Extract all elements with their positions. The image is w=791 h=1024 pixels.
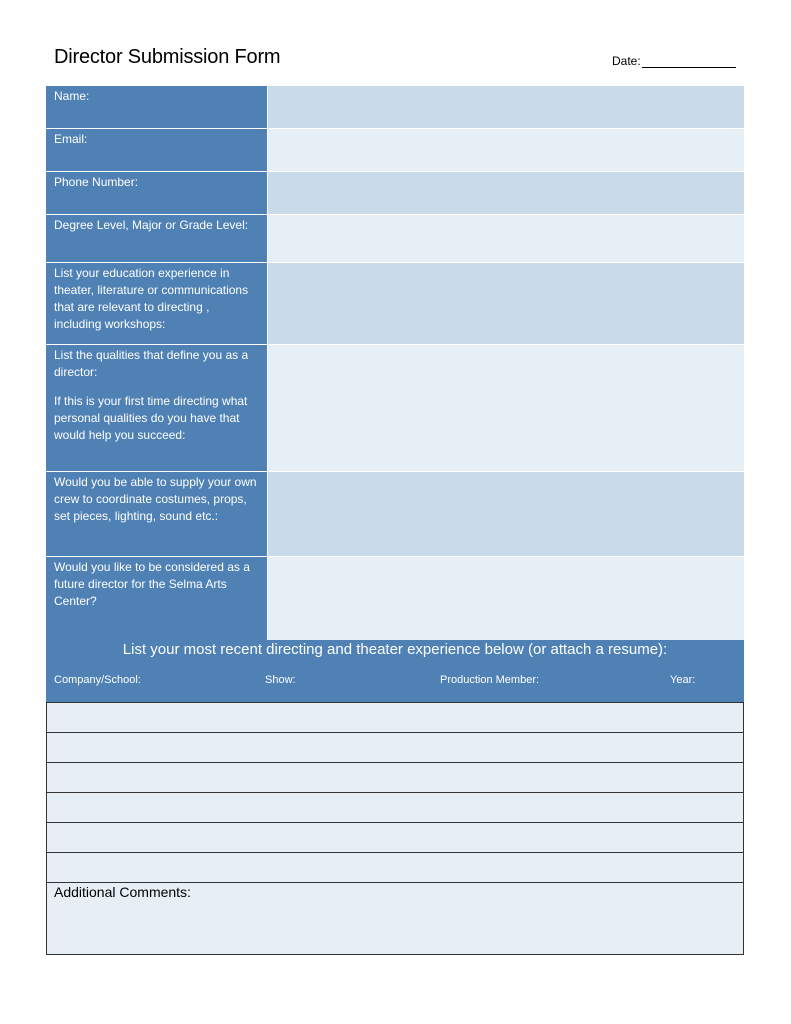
- field-label-text: Name:: [54, 89, 90, 103]
- phone-input[interactable]: [268, 172, 744, 214]
- name-input[interactable]: [268, 86, 744, 128]
- field-row-name: [46, 86, 744, 129]
- field-label: [46, 172, 268, 214]
- field-row-email: [46, 129, 744, 172]
- degree-input[interactable]: [268, 215, 744, 262]
- field-label-text: Email:: [54, 132, 88, 146]
- column-header-company: Company/School:: [54, 674, 141, 686]
- field-label-text: Phone Number:: [54, 175, 139, 189]
- future-director-input[interactable]: [268, 557, 744, 640]
- experience-row[interactable]: [47, 793, 743, 823]
- date-label: Date:: [612, 54, 641, 68]
- experience-row[interactable]: [47, 853, 743, 883]
- experience-row[interactable]: [47, 763, 743, 793]
- field-label-text: List your education experience in theater, literature or communications that are relevant to directing , including workshops:: [54, 266, 249, 331]
- field-label: [46, 263, 268, 344]
- field-label-text: If this is your first time directing what personal qualities do you have that would help you succeed:: [54, 394, 248, 442]
- field-label: [46, 86, 268, 128]
- field-row-crew: [46, 472, 744, 557]
- experience-heading: List your most recent directing and theater experience below (or attach a resume):: [122, 641, 668, 658]
- column-header-year: Year:: [670, 674, 696, 686]
- experience-row[interactable]: [47, 823, 743, 853]
- column-header-production-member: Production Member:: [440, 674, 540, 686]
- education-input[interactable]: [268, 263, 744, 344]
- field-label-text: Would you be able to supply your own crew to coordinate costumes, props, set pieces, lighting, sound etc.:: [54, 475, 257, 523]
- field-row-phone: [46, 172, 744, 215]
- field-label-text: Degree Level, Major or Grade Level:: [54, 218, 249, 232]
- column-header-show: Show:: [265, 674, 296, 686]
- field-label: [46, 472, 268, 556]
- field-label: [46, 345, 268, 471]
- field-label-text: Would you like to be considered as a future director for the Selma Arts Center?: [54, 560, 250, 608]
- field-row-future-director: [46, 557, 744, 640]
- date-field[interactable]: [612, 54, 736, 68]
- additional-comments-label: Additional Comments:: [54, 884, 191, 900]
- field-label: [46, 557, 268, 640]
- experience-header: [46, 640, 744, 702]
- crew-input[interactable]: [268, 472, 744, 556]
- experience-row[interactable]: [47, 733, 743, 763]
- additional-comments-field[interactable]: [47, 883, 743, 954]
- email-input[interactable]: [268, 129, 744, 171]
- field-row-qualities: [46, 345, 744, 472]
- field-label: [46, 129, 268, 171]
- experience-row[interactable]: [47, 703, 743, 733]
- qualities-input[interactable]: [268, 345, 744, 471]
- field-label-text: List the qualities that define you as a director:: [54, 348, 249, 379]
- experience-table: [46, 702, 744, 955]
- date-input-line[interactable]: [642, 55, 736, 68]
- field-row-education: [46, 263, 744, 345]
- field-row-degree: [46, 215, 744, 263]
- applicant-info-table: [46, 86, 744, 640]
- form-title: Director Submission Form: [54, 46, 281, 68]
- field-label: [46, 215, 268, 262]
